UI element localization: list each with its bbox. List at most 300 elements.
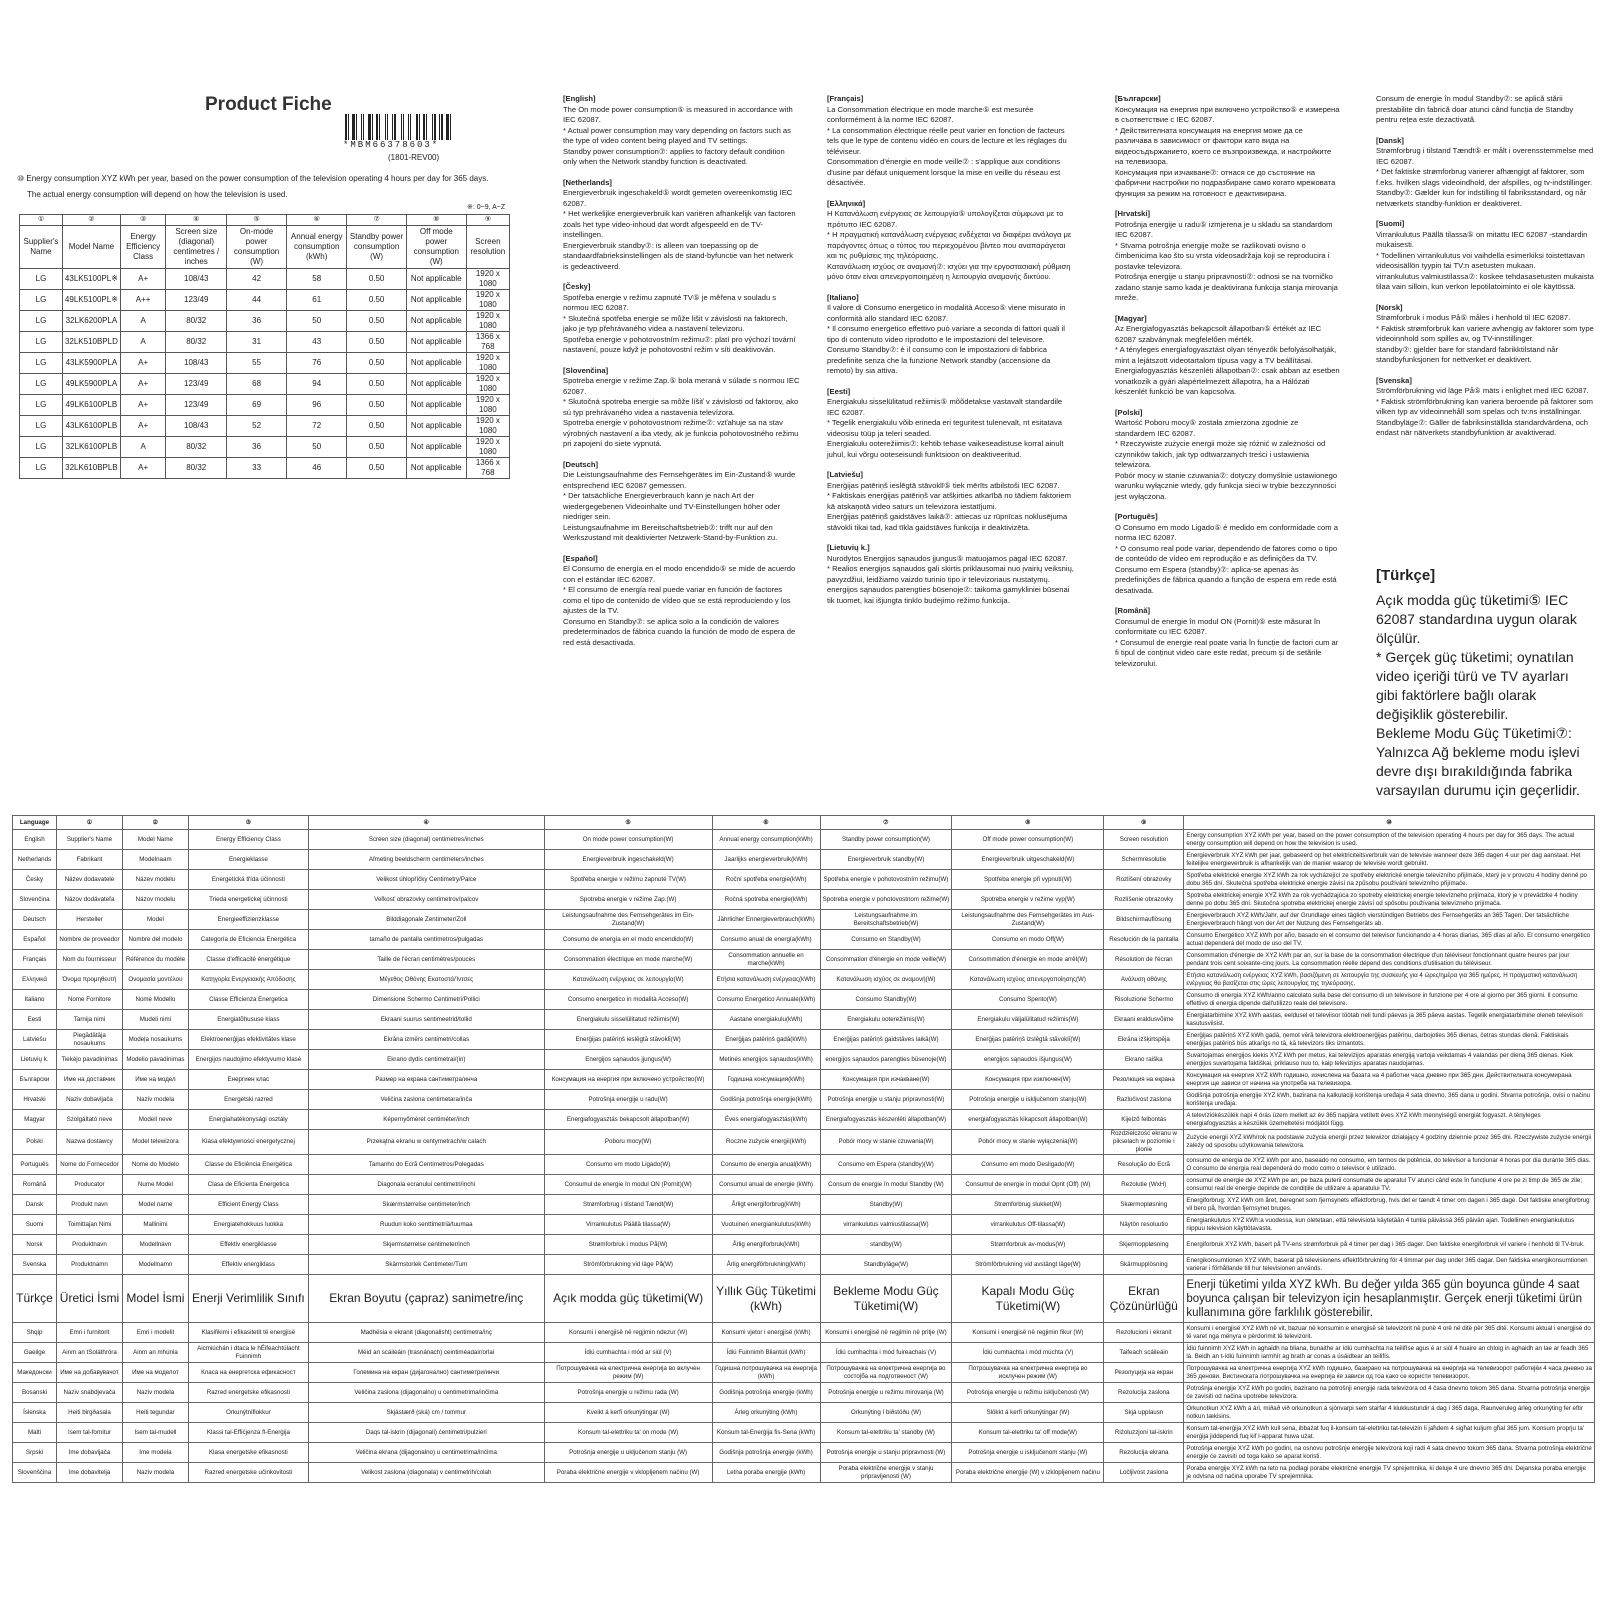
table-cell: Consommation électrique en mode marche(W)	[544, 950, 712, 970]
paragraph: Virrankulutus Päällä tilassa⑤ on mitattu IEC 62087 -standardin mukaisesti.	[1376, 229, 1588, 249]
table-cell: 108/43	[166, 416, 227, 437]
turkce-heading: [Türkçe]	[1376, 567, 1436, 584]
column-header: ⑤	[544, 816, 712, 830]
column-header: ⑥	[712, 816, 820, 830]
barcode-bar	[358, 114, 360, 140]
language-heading: [Norsk]	[1376, 302, 1403, 312]
table-cell: 1366 x 768	[466, 332, 509, 353]
table-cell: Energiankulutus XYZ kWh:a vuodessa, kun oletetaan, että televisiota käytetään 4 tuntia päivässä 365 päivän ajan. Todellinen energiankulutus riippuu television käyttötavasta.	[1184, 1215, 1595, 1235]
table-row	[13, 1175, 1595, 1195]
paragraph: Консумация на енергия при включено устройство⑤ е измерена в съответствие с IEC 62087.	[1115, 104, 1340, 124]
table-cell: Strømforbruk av-modus(W)	[952, 1235, 1104, 1255]
table-cell: Letna poraba energije (kWh)	[712, 1463, 820, 1483]
table-row	[13, 1195, 1595, 1215]
table-cell: Orkunýting í biðstöðu (W)	[820, 1403, 952, 1423]
table-cell: Rezolucija ekrana	[1104, 1443, 1184, 1463]
table-cell: Potrošnja energije u isključenom stanju(W)	[952, 1090, 1104, 1110]
table-cell: English	[13, 830, 57, 850]
table-cell: Virrankulutus Päällä tilassa(W)	[544, 1215, 712, 1235]
paragraph: Consumo Standby⑦: è il consumo con le impostazioni di fabbrica predefinite senza che la funzione Network standby (accensione da remoto) by sia attiva.	[827, 345, 1051, 375]
column-number: ⑦	[347, 215, 406, 226]
table-cell: Modeļa nosaukums	[122, 1030, 188, 1050]
table-cell: Mallinimi	[122, 1215, 188, 1235]
language-heading: [Hrvatski]	[1115, 209, 1151, 218]
table-cell: 36	[227, 437, 287, 458]
barcode-bar	[444, 114, 445, 140]
table-cell: Skjá upplausn	[1104, 1403, 1184, 1423]
table-cell: energijos sąnaudos parengties būsenoje(W)	[820, 1050, 952, 1070]
table-cell: Norsk	[13, 1235, 57, 1255]
column-number: ①	[20, 215, 63, 226]
table-row	[13, 1255, 1595, 1275]
barcode-bar	[363, 114, 364, 140]
table-cell: 1920 x 1080	[466, 269, 509, 290]
table-cell: 44	[227, 290, 287, 311]
table-cell: Skärmstorlek Centimeter/Tum	[308, 1255, 544, 1275]
language-heading: [Dansk]	[1376, 135, 1404, 145]
table-row	[20, 311, 510, 332]
table-cell: Konsum tal-enerġija XYZ kWh kull sena, ibbażat fuq il-konsum tal-elettriku tat-televiżin li jaħdem 4 sigħat kuljum għal 365 jum. Konsum proprju ta' enerġija jiddependi fuq kif l-apparat huwa użat.	[1184, 1423, 1595, 1443]
table-cell: 123/49	[166, 290, 227, 311]
table-cell: Jaarlijks energieverbruik(kWh)	[712, 850, 820, 870]
table-cell: 123/49	[166, 395, 227, 416]
language-heading: [Português]	[1115, 512, 1158, 521]
table-cell: Enerģijas patēriņš gaidstāves laikā(W)	[820, 1030, 952, 1050]
table-cell: Skjástærð (ská) cm / tommur	[308, 1403, 544, 1423]
table-cell: Efficient Energy Class	[188, 1195, 308, 1215]
table-cell: Consumo Standby(W)	[820, 990, 952, 1010]
barcode-bar	[356, 114, 357, 140]
paragraph: Potrošnja energije u stanju pripravnosti⑦: odnosi se na tvorničko zadano stanje samo kada je deaktivirana funkcija stanja mirovanja mreže.	[1115, 272, 1338, 302]
table-cell: Strømforbrug slukket(W)	[952, 1195, 1104, 1215]
table-cell: Ekraani suurus sentimeetrid/tollid	[308, 1010, 544, 1030]
table-cell: virrankulutus valmiustilassa(W)	[820, 1215, 952, 1235]
table-cell: Strömförbrukning vid läge På(W)	[544, 1255, 712, 1275]
table-row	[13, 1403, 1595, 1423]
table-cell: Tamanho do Ecrã Centímetros/Polegadas	[308, 1155, 544, 1175]
table-cell: Potrošnja energije u isključenom stanju (W)	[952, 1443, 1104, 1463]
column-header: Model Name	[62, 226, 120, 269]
table-cell: Spotřeba energie v pohotovostním režimu(W)	[820, 870, 952, 890]
table-cell: Standbyläge(W)	[820, 1255, 952, 1275]
table-cell: Íslenska	[13, 1403, 57, 1423]
table-cell: Diagonala ecranului centimetri/inchi	[308, 1175, 544, 1195]
barcode-bar	[379, 114, 380, 140]
table-cell: LG	[20, 269, 63, 290]
table-cell: Ločljivost zaslona	[1104, 1463, 1184, 1483]
table-cell: Nome do Fornecedor	[56, 1155, 122, 1175]
paragraph: O Consumo em modo Ligado⑤ é medido em conformidade com a norma IEC 62087.	[1115, 522, 1338, 542]
table-cell: 32LK610BPLB	[62, 458, 120, 479]
table-cell: 0.50	[347, 416, 406, 437]
table-cell: Energetski razred	[188, 1090, 308, 1110]
table-cell: Godišnja potrošnja energije (kWh)	[712, 1443, 820, 1463]
table-cell: 58	[287, 269, 347, 290]
model-legend: ※: 0~9, A~Z	[467, 204, 506, 211]
table-cell: Потрошувачка на електрична енергија во исклучен режим (W)	[952, 1363, 1104, 1383]
table-cell: Energieverbruik standby(W)	[820, 850, 952, 870]
barcode-bar	[401, 114, 402, 140]
table-cell: Not applicable	[406, 353, 466, 374]
table-cell: Consumo Energetico Annuale(kWh)	[712, 990, 820, 1010]
language-heading: [Eesti]	[827, 386, 851, 396]
paragraph: * El consumo de energía real puede variar en función de factores como el tipo de contenido de vídeo que se está reproduciendo y los ajustes de la TV.	[563, 585, 791, 615]
barcode-bar	[416, 114, 418, 140]
table-row	[13, 850, 1595, 870]
table-cell: Skærmopløsning	[1104, 1195, 1184, 1215]
table-cell: Suomi	[13, 1215, 57, 1235]
table-cell: 72	[287, 416, 347, 437]
column-number: ⑨	[466, 215, 509, 226]
table-cell: LG	[20, 458, 63, 479]
table-cell: Supplier's Name	[56, 830, 122, 850]
paragraph: Die Leistungsaufnahme des Fernsehgerätes im Ein-Zustand⑤ wurde entsprechend IEC 62087 gemessen.	[563, 470, 796, 490]
table-cell: Suvartojamas energijos kiekis XYZ kWh per metus, kai televizijos aparatas energiją vartoja veikdamas 4 valandas per dieną 365 dienas. Kiek energijos suvartojama faktiškai, priklauso nuo to, kaip televizijos aparatas naudojamas.	[1184, 1050, 1595, 1070]
table-cell: Spotřeba elektrické energie XYZ kWh za rok vycházející ze spotřeby elektrické energie televizního přijímače, který je v provozu 4 hodiny denně po dobu 365 dní. Skutečná spotřeba elektrické energie závisí na způsobu používání televizního přijímače.	[1184, 870, 1595, 890]
table-cell: 1366 x 768	[466, 458, 509, 479]
table-cell: Isem tal-mudell	[122, 1423, 188, 1443]
table-cell: Ídiú fuinnimh XYZ kWh in aghaidh na bliana, bunaithe ar ídiú cumhachta na teilifíse agus é ar siúl 4 huaire an chloig in aghaidh an lae ar feadh 365 lá. Beidh an t-ídiú fuinnimh iarmhír ag brath ar conas a úsáidtear an teilifís.	[1184, 1343, 1595, 1363]
paragraph: virrankulutus valmiustilassa⑦: koskee tehdasasetusten mukaista tilaa vain silloin, kun verkon lepotilatoiminto ei ole käytössä.	[1376, 271, 1594, 291]
table-cell: Ídiú cumhachta i mód múchta (V)	[952, 1343, 1104, 1363]
table-cell: Hersteller	[56, 910, 122, 930]
table-cell: Modellnamn	[122, 1255, 188, 1275]
table-row	[13, 970, 1595, 990]
paragraph: Consum de energie în modul Standby⑦: se aplică stării prestabilite din fabrică doar atunci când funcția de Standby pentru rețea este dezactivată.	[1376, 94, 1574, 124]
barcode-bar	[394, 114, 396, 140]
table-cell: Poraba energije XYZ kWh na leto na podlagi porabe električne energije TV sprejemnika, ki deluje 4 ure dnevno 365 dni. Dejanska poraba energije je odvisna od načina uporabe TV sprejemnika.	[1184, 1463, 1595, 1483]
table-cell: Afmeting beeldscherm centimeters/inches	[308, 850, 544, 870]
table-cell: Consumul de energie în modul Oprit (Off) (W)	[952, 1175, 1104, 1195]
table-cell: Orkunýtniflokkur	[188, 1403, 308, 1423]
table-cell: Ime dobavljača	[56, 1443, 122, 1463]
table-cell: Consumul de energie în modul ON (Pornit)(W)	[544, 1175, 712, 1195]
table-cell: Mudeli nimi	[122, 1010, 188, 1030]
table-row	[13, 1363, 1595, 1383]
table-cell: Aicmiúchán i dtaca le hÉifeachtúlacht Fuinnimh	[188, 1343, 308, 1363]
table-cell: Ekraani eraldusvõime	[1104, 1010, 1184, 1030]
table-cell: Konsumi i energjisë në regjimin fikur (W)	[952, 1323, 1104, 1343]
paragraph: Consommation d'énergie en mode veille⑦ : s'applique aux conditions d'usine par défaut uniquement lorsque la mise en veille du réseau est désactivée.	[827, 157, 1061, 187]
table-cell: Leistungsaufnahme des Fernsehgerätes im Aus-Zustand(W)	[952, 910, 1104, 930]
table-cell: Shqip	[13, 1323, 57, 1343]
table-cell: Kapalı Modu Güç Tüketimi(W)	[952, 1275, 1104, 1323]
paragraph: * Consumul de energie real poate varia în funcție de factori cum ar fi tipul de conținut video care este redat, precum și de setările televizorului.	[1115, 637, 1339, 668]
table-cell: Éves energiafogyasztás(kWh)	[712, 1110, 820, 1130]
table-cell: Български	[13, 1070, 57, 1090]
barcode-bar	[405, 114, 407, 140]
table-cell: Référence du modèle	[122, 950, 188, 970]
column-header: ①	[56, 816, 122, 830]
table-cell: Κατανάλωση ισχύος σε αναμονή(W)	[820, 970, 952, 990]
table-cell: Heiti tegundar	[122, 1403, 188, 1423]
barcode-bar	[410, 114, 411, 140]
table-cell: Pobór mocy w stanie czuwania(W)	[820, 1130, 952, 1155]
barcode-text: *MBM66378603*	[343, 140, 440, 150]
table-cell: Polski	[13, 1130, 57, 1155]
table-cell: Kveikt á kerfi orkunýtingar (W)	[544, 1403, 712, 1423]
energy-note: ⑩ Energy consumption XYZ kWh per year, based on the power consumption of the television operating 4 hours per day for 365 days.	[17, 174, 489, 183]
table-cell: Skærmstørrelse centimeter/inch	[308, 1195, 544, 1215]
paragraph: Η Κατανάλωση ενέργειας σε λειτουργία⑤ υπολογίζεται σύμφωνα με το πρότυπο IEC 62087.	[827, 209, 1064, 229]
table-cell: Potrošnja energije u stanju pripravnosti(W)	[820, 1090, 952, 1110]
table-row	[13, 1275, 1595, 1323]
language-heading: [Lietuvių k.]	[827, 543, 870, 552]
table-cell: 108/43	[166, 269, 227, 290]
table-cell: Poboru mocy(W)	[544, 1130, 712, 1155]
barcode-bar	[439, 114, 440, 140]
table-cell: Ekrano raiška	[1104, 1050, 1184, 1070]
language-heading: [Svenska]	[1376, 375, 1412, 385]
table-cell: Leistungsaufnahme des Fernsehgerätes im Ein-Zustand(W)	[544, 910, 712, 930]
table-cell: 76	[287, 353, 347, 374]
paragraph: Standbyläge⑦: Gäller de fabriksinställda standardvärdena, och endast när nätverkets standbyfunktion är avaktiverad.	[1376, 417, 1588, 437]
table-cell: Energieklasse	[188, 850, 308, 870]
table-cell: 0.50	[347, 290, 406, 311]
table-cell: A+	[120, 353, 166, 374]
table-cell: Tiekėjo pavadinimas	[56, 1050, 122, 1070]
barcode-bar	[376, 114, 378, 140]
table-cell: 50	[287, 437, 347, 458]
paragraph: Consumul de energie în modul ON (Pornit)⑤ este măsurat în conformitate cu IEC 62087.	[1115, 616, 1321, 636]
table-cell: Енергиен клас	[188, 1070, 308, 1090]
table-cell: Název dodavatele	[56, 870, 122, 890]
table-cell: energijos sąnaudos išjungus(W)	[952, 1050, 1104, 1070]
table-cell: Nombre de proveedor	[56, 930, 122, 950]
barcode-bar	[397, 114, 400, 140]
column-header: ④	[308, 816, 544, 830]
table-cell: LG	[20, 416, 63, 437]
table-cell: Standby power consumption(W)	[820, 830, 952, 850]
table-cell: Consumo anual de energía(kWh)	[712, 930, 820, 950]
barcode-bar	[412, 114, 415, 140]
language-heading: [Suomi]	[1376, 219, 1405, 228]
table-cell: Açık modda güç tüketimi(W)	[544, 1275, 712, 1323]
table-cell: Résolution de l'écran	[1104, 950, 1184, 970]
table-cell: Model Name	[122, 830, 188, 850]
table-cell: Not applicable	[406, 458, 466, 479]
table-cell: Consumo de energia anual(kWh)	[712, 1155, 820, 1175]
paragraph: Spotřeba energie v pohotovostním režimu⑦: platí pro výchozí tovární nastavení, pouze když je pohotovostní režim v síti deaktivován.	[563, 334, 796, 354]
table-cell: Energiakulu ooterežiimis(W)	[820, 1010, 952, 1030]
barcode-bar	[387, 114, 388, 140]
paragraph: * O consumo real pode variar, dependendo de fatores como o tipo de conteúdo de vídeo em reprodução e as definições da TV.	[1115, 543, 1338, 563]
table-cell: Fabrikant	[56, 850, 122, 870]
table-cell: Potrošnja energije XYZ kWh po godini, na osnovu potrošnje energije televizora koji radi 4 sata dnevno tokom 365 dana. Stvarna potrošnja električne energije će zavisiti od toga kako se aparat koristi.	[1184, 1443, 1595, 1463]
table-cell: Veličina ekrana (dijagonalno) u centimetrima/inčima	[308, 1443, 544, 1463]
barcode-bar	[381, 114, 384, 140]
table-cell: 80/32	[166, 437, 227, 458]
table-cell: Clasa de Eficienta Energetica	[188, 1175, 308, 1195]
table-cell: Rezolutie (WxH)	[1104, 1175, 1184, 1195]
paragraph: Κατανάλωση ισχύος σε αναμονή⑦: ισχύει για την εργοστασιακή ρύθμιση μόνο όταν είναι απενεργοποιημένη η λειτουργία αναμονής δικτύου.	[827, 261, 1071, 281]
table-cell: Zużycie energii XYZ kWh/rok na podstawie zużycia energii przez telewizor działający 4 godziny dziennie przez 365 dni. Rzeczywiste zużycie energii zależy od sposobu użytkowania telewizora.	[1184, 1130, 1595, 1155]
column-number: ③	[120, 215, 166, 226]
table-cell: 31	[227, 332, 287, 353]
table-cell: 108/43	[166, 353, 227, 374]
barcode-bar	[365, 114, 367, 140]
language-heading: [Latviešu]	[827, 470, 863, 479]
table-row	[20, 395, 510, 416]
table-cell: Nome Modello	[122, 990, 188, 1010]
table-cell: Годишна потрошувачка на енергија (kWh)	[712, 1363, 820, 1383]
paragraph: * Skutečná spotřeba energie se může lišit v závislosti na faktorech, jako je typ přehrávaného videa a nastavení televizoru.	[563, 313, 788, 333]
table-cell: 0.50	[347, 353, 406, 374]
table-cell: Nom du fournisseur	[56, 950, 122, 970]
language-heading: [Česky]	[563, 282, 591, 291]
table-cell: Heiti birgðasala	[56, 1403, 122, 1423]
table-cell: Näytön resoluutio	[1104, 1215, 1184, 1235]
table-cell: Konsumi i energjisë në regjimin në pritje (W)	[820, 1323, 952, 1343]
paragraph: La Consommation électrique en mode marche⑤ est mesurée conformément à la norme IEC 62087.	[827, 104, 1034, 124]
column-header: ⑧	[952, 816, 1104, 830]
column-header: Off mode power consumption (W)	[406, 226, 466, 269]
table-cell: A	[120, 437, 166, 458]
table-cell: Modelnaam	[122, 850, 188, 870]
table-cell: Consumo en modo Off(W)	[952, 930, 1104, 950]
table-cell: Årlig energiförbrukning(kWh)	[712, 1255, 820, 1275]
table-cell: Κατηγορία Ενεργειακής Απόδοσης	[188, 970, 308, 990]
language-heading: [Ελληνικά]	[827, 198, 866, 208]
table-cell: Slovenčina	[13, 890, 57, 910]
table-row	[13, 1343, 1595, 1363]
table-cell: A+	[120, 458, 166, 479]
text-column-3	[1115, 94, 1340, 669]
text-column-1	[563, 94, 800, 648]
table-cell: Bosanski	[13, 1383, 57, 1403]
column-header: ③	[188, 816, 308, 830]
table-row	[20, 332, 510, 353]
table-cell: 49LK5100PL※	[62, 290, 120, 311]
table-cell: 32LK6200PLA	[62, 311, 120, 332]
paragraph: Pobór mocy w stanie czuwania⑦: dotyczy domyślnie ustawionego warunku wyłącznie wtedy, gdy funkcja sieci w trybie bezczynności jest wyłączona.	[1115, 470, 1338, 501]
table-cell: Consumo di energia XYZ kWh/anno calcolato sulla base del consumo di un televisore in funzione per 4 ore al giorno per 365 giorni. Il consumo effettivo di energia dipende dall'utilizzo reale del televisore.	[1184, 990, 1595, 1010]
table-cell: 33	[227, 458, 287, 479]
table-cell: Ετήσια κατανάλωση ενέργειας XYZ kWh, βασιζόμενη σε λειτουργία της συσκευής για 4 ώρες/ημέρα για 365 ημέρες. Η πραγματική κατανάλωση ενέργειας θα βασίζεται στις ώρες λειτουργίας της τηλεόρασης.	[1184, 970, 1595, 990]
table-cell: Veličina zaslona centimetara/inča	[308, 1090, 544, 1110]
table-cell: 1920 x 1080	[466, 416, 509, 437]
barcode-bar	[434, 114, 436, 140]
table-cell: Türkçe	[13, 1275, 57, 1323]
table-cell: Consumul anual de energie (kWh)	[712, 1175, 820, 1195]
table-cell: Poraba električne energije (W) v izklopljenem načinu	[952, 1463, 1104, 1483]
table-cell: Deutsch	[13, 910, 57, 930]
table-cell: Enerji Verimlilik Sınıfı	[188, 1275, 308, 1323]
table-cell: Slökkt á kerfi orkunýtingar (W)	[952, 1403, 1104, 1423]
table-row	[20, 437, 510, 458]
paragraph: Energieverbruik standby⑦: is alleen van toepassing op de standaardfabrieksinstellingen als de stand-byfunctie van het netwerk is gedeactiveerd.	[563, 240, 794, 271]
table-cell: 32LK6100PLB	[62, 437, 120, 458]
paragraph: Spotreba energie v režime Zap.⑤ bola meraná v súlade s normou IEC 62087.	[563, 376, 800, 396]
table-cell: Konsumi i energjisë në regjimin ndezur (W)	[544, 1323, 712, 1343]
table-cell: 123/49	[166, 374, 227, 395]
language-heading: [Italiano]	[827, 292, 859, 302]
table-cell: 0.50	[347, 458, 406, 479]
table-cell: Godišnja potrošnja energije(kWh)	[712, 1090, 820, 1110]
table-cell: Produktnamn	[56, 1255, 122, 1275]
table-cell: Име на добавувачот	[56, 1363, 122, 1383]
column-header: Annual energy consumption (kWh)	[287, 226, 347, 269]
table-cell: Jährlicher Ennergieverbrauch(kWh)	[712, 910, 820, 930]
table-cell: LG	[20, 353, 63, 374]
barcode-bar	[421, 114, 422, 140]
table-cell: Resolução do Ecrã	[1104, 1155, 1184, 1175]
table-cell: Bekleme Modu Güç Tüketimi(W)	[820, 1275, 952, 1323]
column-header: On-mode power consumption (W)	[227, 226, 287, 269]
table-cell: Enerģijas patēriņš izslēgtā stāvoklī(W)	[952, 1030, 1104, 1050]
table-cell: Ime dobavitelja	[56, 1463, 122, 1483]
table-cell: Kijelző felbontás	[1104, 1110, 1184, 1130]
table-cell: Spotreba energie v režime Zap.(W)	[544, 890, 712, 910]
table-cell: A televíziókészülék napi 4 órás üzem mellett az év 365 napjára vetített éves XYZ kWh mennyiségű energiát fogyaszt. A tényleges energiafogyasztás a készülék üzemeltetési módjától függ.	[1184, 1110, 1595, 1130]
table-cell: 36	[227, 311, 287, 332]
table-cell: Naziv snabdjevača	[56, 1383, 122, 1403]
barcode-bar	[352, 114, 355, 140]
table-cell: consumul de energie de XYZ kWh pe an, pe baza puterii consumate de aparatul TV atunci când este în funcțiune 4 ore pe zi timp de 365 de zile; consumul real de energie depinde de condițiile de utilizare a aparatului TV.	[1184, 1175, 1595, 1195]
table-cell: Spotreba elektrickej energie XYZ kWh za rok vychádzajúca zo spotreby elektrickej energie televízneho prijímača, ktorý je v prevádzke 4 hodiny denne po dobu 365 dní. Skutočná spotreba elektrickej energie závisí od spôsobu používania televízneho prijímača.	[1184, 890, 1595, 910]
paragraph: energijos sąnaudos parengties būsenoje⑦: taikoma gamykliniei būsenai tik tuomet, kai išjungta tinklo budėjimo režimo funkcija.	[827, 585, 1070, 605]
table-cell: Strömförbrukning vid avstängt läge(W)	[952, 1255, 1104, 1275]
table-cell: 69	[227, 395, 287, 416]
table-cell: Effektiv energiklass	[188, 1255, 308, 1275]
table-cell: Modell neve	[122, 1110, 188, 1130]
table-cell: Enerģijas patēriņš XYZ kWh gadā, ņemot vērā televizora elektroenerģijas patēriņu, darbojoties 365 dienas, četras stundas dienā. Faktiskais enerģijas patēriņš būs atkarīgs no tā, kā televizors tiks izmantots.	[1184, 1030, 1595, 1050]
table-cell: Μέγεθος Οθόνης Εκατοστά/Ίντσες	[308, 970, 544, 990]
table-cell: Energieverbruik ingeschakeld(W)	[544, 850, 712, 870]
table-cell: Poraba električne energije v stanju pripravljenosti (W)	[820, 1463, 952, 1483]
table-cell: Riżoluzzjoni tal-iskrin	[1104, 1423, 1184, 1443]
paragraph: Standby power consumption⑦: applies to factory default condition only when the Network standby function is deactivated.	[563, 146, 785, 166]
paragraph: * Tegelik energiakulu võib erineda eri teguritest tulenevalt, nt esitatava videosisu tüüp ja teleri seaded.	[827, 418, 1062, 438]
table-cell: 1920 x 1080	[466, 437, 509, 458]
table-cell: Isem tal-fornitur	[56, 1423, 122, 1443]
table-cell: Konsumi vjetor i energjisë (kWh)	[712, 1323, 820, 1343]
language-heading: [Magyar]	[1115, 313, 1147, 323]
paragraph: * Det faktiske strømforbrug varierer afhængigt af faktorer, som f.eks. hvilken slags videoindhold, der afspilles, og tv-indstillinger.	[1376, 167, 1593, 187]
column-header: Standby power consumption (W)	[347, 226, 406, 269]
table-cell: Ainm an tSoláthróra	[56, 1343, 122, 1363]
table-cell: Dansk	[13, 1195, 57, 1215]
paragraph: * Actual power consumption may vary depending on factors such as the type of video content being played and TV settings.	[563, 125, 791, 145]
language-heading: [English]	[563, 94, 596, 103]
table-cell: Modellnavn	[122, 1235, 188, 1255]
table-cell: Godišnja potrošnja energije XYZ kWh, bazirana na kalkulaciji korištenja uređaja 4 sata dnevno, 365 dana u godini. Stvarna potrošnja, ovisi o načinu korištenja uređaja.	[1184, 1090, 1595, 1110]
table-cell: Not applicable	[406, 332, 466, 353]
table-cell: Szolgáltató neve	[56, 1110, 122, 1130]
table-cell: standby(W)	[820, 1235, 952, 1255]
paragraph: Spotřeba energie v režimu zapnuté TV⑤ je měřena v souladu s normou IEC 62087.	[563, 292, 777, 312]
table-cell: Κατανάλωση ενέργειας σε λειτουργία(W)	[544, 970, 712, 990]
table-cell: Model	[122, 910, 188, 930]
table-cell: Energijos naudojimo efektyvumo klasė	[188, 1050, 308, 1070]
table-cell: Ekran Boyutu (çapraz) sanimetre/inç	[308, 1275, 544, 1323]
table-cell: Nome Fornitore	[56, 990, 122, 1010]
table-cell: Not applicable	[406, 269, 466, 290]
table-row	[13, 1070, 1595, 1090]
column-header: ②	[122, 816, 188, 830]
paragraph: * Todellinen virrankulutus voi vaihdella esimerkiksi toistettavan videosisällön tyypin tai TV:n asetusten mukaan.	[1376, 250, 1585, 270]
table-cell: Consumo energetico in modalità Acceso(W)	[544, 990, 712, 1010]
table-cell: Consumo em modo Desligado(W)	[952, 1155, 1104, 1175]
table-cell: Naziv dobavljača	[56, 1090, 122, 1110]
table-cell: Eesti	[13, 1010, 57, 1030]
table-cell: Klassi tal-Effiċjenza fl-Enerġija	[188, 1423, 308, 1443]
table-cell: 42	[227, 269, 287, 290]
table-cell: Emri i furnitorit	[56, 1323, 122, 1343]
table-cell: 43LK5900PLA	[62, 353, 120, 374]
paragraph: * Faktisk strömförbrukning kan variera beroende på faktorer som vilken typ av videoinnehåll som spelas och tv:ns inställningar.	[1376, 396, 1593, 416]
table-cell: A+	[120, 269, 166, 290]
